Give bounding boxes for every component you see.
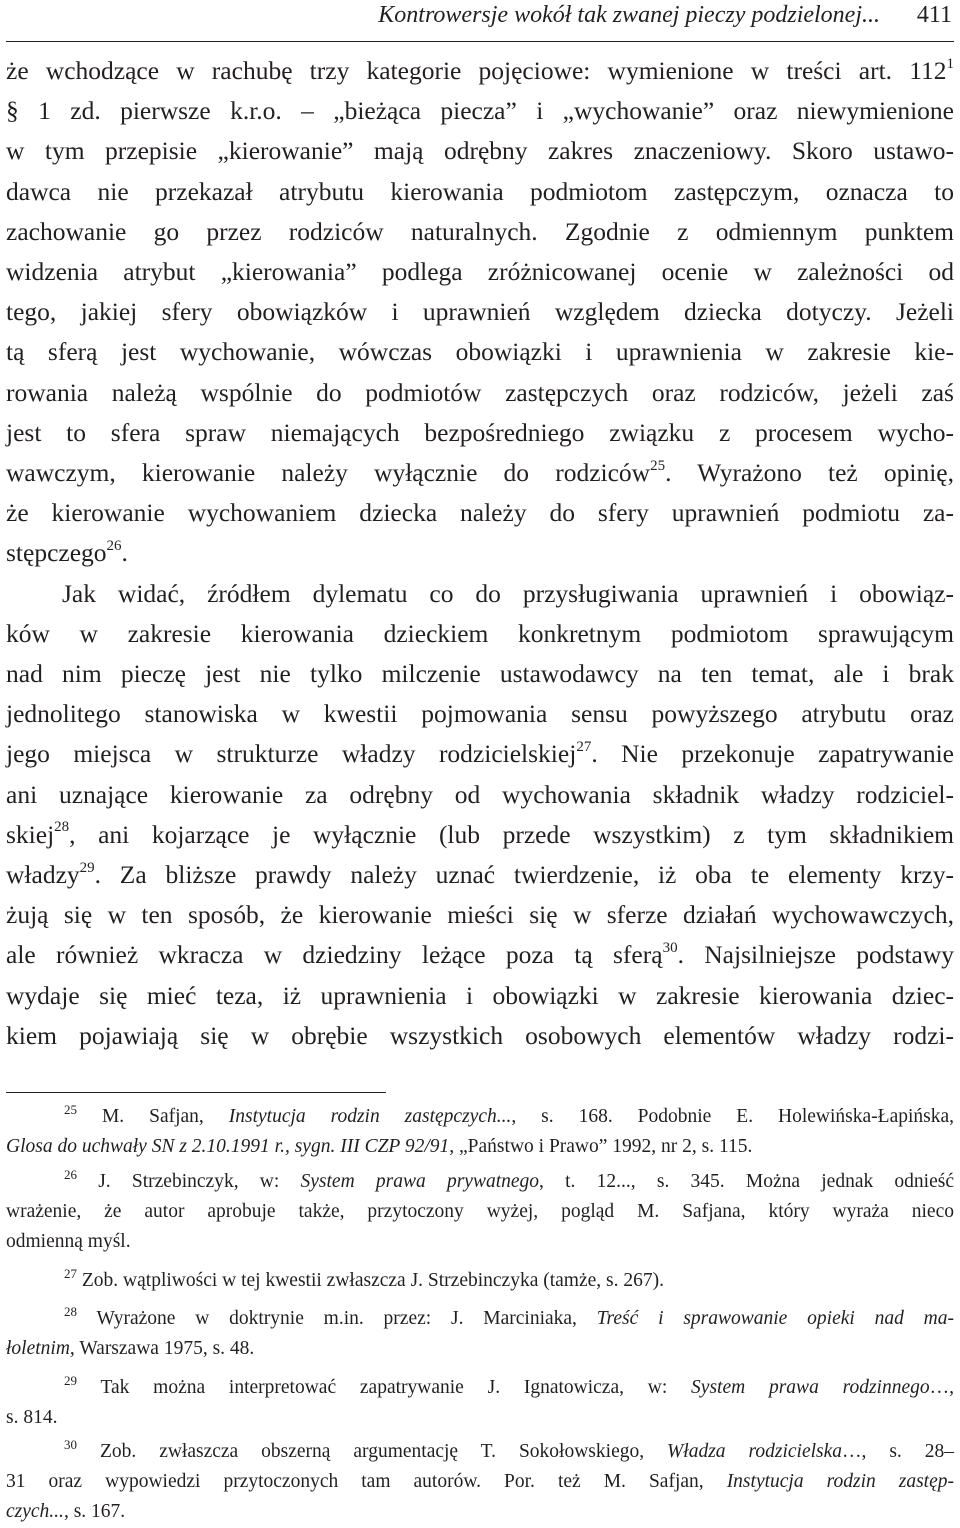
footnote-text: , Warszawa 1975, s. 48. [69, 1338, 255, 1359]
body-line-text: kiem pojawiają się w obrębie wszystkich osobowych elementów władzy rodzi- [6, 1020, 954, 1050]
body-line [6, 977, 954, 1015]
footnote-line [6, 1167, 954, 1197]
footnote-title: łoletnim [6, 1338, 70, 1359]
body-line [6, 454, 954, 492]
footnote-title: Instytucja rodzin zastęp- [726, 1471, 955, 1492]
footnote-text: , t. 12..., s. 345. Można jednak odnieść [539, 1171, 955, 1192]
body-line-text: Jak widać, źródłem dylematu co do przysługiwania uprawnień i obowiąz- [62, 578, 954, 608]
body-line-text: ani uznające kierowanie za odrębny od wychowania składnik władzy rodziciel- [6, 779, 954, 809]
footnote-title: Władza rodzicielska [667, 1441, 843, 1462]
body-line [6, 494, 954, 532]
body-line [6, 575, 954, 613]
body-line-text: skiej [6, 819, 55, 849]
body-line-text: . Nie przekonuje zapatrywanie [591, 739, 954, 769]
footnote-text: M. Safjan, [101, 1106, 229, 1127]
footnote-ref[interactable]: 28 [54, 819, 70, 836]
footnote-ref[interactable]: 29 [79, 859, 95, 876]
body-line-text: tego, jakiej sfery obowiązków i uprawnień względem dziecka dotyczy. Jeżeli [6, 297, 954, 327]
body-line [6, 293, 954, 331]
footnote-text: Tak można interpretować zapatrywanie J. Ignatowicza, w: [100, 1377, 692, 1398]
footnote-line [6, 1403, 954, 1433]
footnote-number: 27 [64, 1265, 77, 1281]
header-rule [6, 41, 954, 42]
body-line-text: zachowanie go przez rodziców naturalnych. Zgodnie z odmiennym punktem [6, 216, 954, 246]
footnote-title: czych... [6, 1501, 64, 1522]
footnote-text: wrażenie, że autor aprobuje także, przytoczony wyżej, pogląd M. Safjana, który wyraża nieco [6, 1201, 954, 1222]
body-line [6, 213, 954, 251]
footnote-line [6, 1373, 954, 1403]
running-title: Kontrowersje wokół tak zwanej pieczy podzielonej... [378, 2, 880, 28]
body-line-text: widzenia atrybut „kierowania” podlega zróżnicowanej ocenie w zależności od [6, 257, 954, 286]
body-line [6, 534, 954, 572]
footnote-text: , s. 168. Podobnie E. Holewińska-Łapińska, [511, 1106, 955, 1127]
body-line-text: jego miejsca w strukturze władzy rodzicielskiej [6, 739, 577, 769]
footnote-number: 29 [64, 1372, 77, 1388]
body-line-text: stępczego [6, 538, 107, 568]
footnote-ref[interactable]: 26 [106, 537, 122, 554]
body-line-text: , ani kojarzące je wyłącznie (lub przede wszystkim) z tym składnikiem [69, 819, 954, 849]
footnote-line [6, 1266, 954, 1296]
footnote-text: Zob. wątpliwości w tej kwestii zwłaszcza J. Strzebinczyka (tamże, s. 267). [81, 1270, 664, 1291]
footnote-text: J. Strzebinczyk, w: [98, 1171, 301, 1192]
body-line-text: § 1 zd. pierwsze k.r.o. – „bieżąca piecza” i „wychowanie” oraz niewymienione [6, 96, 954, 126]
footnote-ref[interactable]: 27 [576, 738, 592, 755]
body-line [6, 414, 954, 452]
body-line-text: . [121, 538, 128, 568]
body-line-text: władzy [6, 860, 80, 889]
footnote-line [6, 1497, 954, 1527]
body-line [6, 132, 954, 170]
footnote-line [6, 1227, 954, 1257]
footnote-text: …, [929, 1377, 954, 1398]
footnote-line [6, 1197, 954, 1227]
body-line-text: . Za bliższe prawdy należy uznać twierdzenie, iż oba te elementy krzy- [94, 860, 954, 889]
body-line-text: że kierowanie wychowaniem dziecka należy do sfery uprawnień podmiotu za- [6, 498, 954, 528]
body-line [6, 615, 954, 653]
body-line [6, 1017, 954, 1055]
footnote-text: , „Państwo i Prawo” 1992, nr 2, s. 115. [449, 1136, 753, 1157]
body-line [6, 374, 954, 412]
footnote-line [6, 1334, 954, 1364]
footnote-text: 31 oraz wypowiedzi przytoczonych tam autorów. Por. też M. Safjan, [6, 1471, 727, 1492]
body-line [6, 776, 954, 814]
body-line [6, 173, 954, 211]
body-line [6, 896, 954, 934]
footnote-title: System prawa prywatnego [300, 1171, 540, 1192]
body-line-text: . Wyrażono też opinię, [665, 458, 954, 487]
body-line-text: ale również wkracza w dziedziny leżące poza tą sferą [6, 940, 663, 970]
body-line [6, 92, 954, 130]
body-line-text: tą sferą jest wychowanie, wówczas obowiązki i uprawnienia w zakresie kie- [6, 337, 954, 367]
footnote-separator [6, 1092, 386, 1093]
footnote-text: Wyrażone w doktrynie m.in. przez: J. Marciniaka, [96, 1308, 597, 1329]
footnote-text: Zob. zwłaszcza obszerną argumentację T. Sokołowskiego, [99, 1441, 668, 1462]
footnote-text: …, s. 28– [842, 1441, 955, 1462]
footnote-text: , s. 167. [63, 1501, 126, 1522]
footnote-text: odmienną myśl. [6, 1231, 131, 1252]
page-header [0, 0, 960, 40]
footnote-line [6, 1304, 954, 1334]
body-line-text: ków w zakresie kierowania dzieckiem konkretnym podmiotom sprawującym [6, 618, 954, 648]
body-line-text: rowania należą wspólnie do podmiotów zastępczych oraz rodziców, jeżeli zaś [6, 377, 954, 407]
body-line [6, 936, 954, 974]
footnote-line [6, 1102, 954, 1132]
body-line-text: dawca nie przekazał atrybutu kierowania podmiotom zastępczym, oznacza to [6, 176, 954, 206]
footnote-title: Glosa do uchwały SN z 2.10.1991 r., sygn. III CZP 92/91 [6, 1136, 450, 1157]
body-line [6, 735, 954, 773]
body-line-text: żują się w ten sposób, że kierowanie mieści się w sferze działań wychowawczych, [6, 900, 954, 930]
body-line [6, 856, 954, 894]
body-line-text: wawczym, kierowanie należy wyłącznie do rodziców [6, 458, 651, 487]
footnote-line [6, 1467, 954, 1497]
footnote-title: Treść i sprawowanie opieki nad ma- [596, 1308, 954, 1329]
body-line [6, 333, 954, 371]
body-line [6, 816, 954, 854]
page-number: 411 [916, 2, 952, 28]
body-line [6, 695, 954, 733]
body-line-text: jest to sfera spraw niemających bezpośredniego związku z procesem wycho- [6, 417, 954, 447]
body-line [6, 655, 954, 693]
footnote-text: s. 814. [6, 1407, 58, 1428]
footnote-number: 25 [64, 1101, 77, 1117]
body-line-text: jednolitego stanowiska w kwestii pojmowania sensu powyższego atrybutu oraz [6, 699, 954, 729]
body-line-text: wydaje się mieć teza, iż uprawnienia i obowiązki w zakresie kierowania dziec- [6, 980, 954, 1010]
footnote-number: 26 [64, 1166, 77, 1182]
footnote-ref[interactable]: 1 [946, 55, 954, 72]
footnote-number: 30 [64, 1436, 77, 1452]
footnote-line [6, 1437, 954, 1467]
body-line-text: w tym przepisie „kierowanie” mają odrębny zakres znaczeniowy. Skoro ustawo- [6, 136, 954, 166]
body-line [6, 52, 954, 90]
body-line [6, 253, 954, 291]
body-line-text: że wchodzące w rachubę trzy kategorie pojęciowe: wymienione w treści art. 112 [6, 56, 947, 85]
footnote-ref[interactable]: 30 [662, 939, 678, 956]
footnote-line [6, 1132, 954, 1162]
body-line-text: . Najsilniejsze podstawy [677, 940, 955, 970]
footnote-ref[interactable]: 25 [650, 457, 666, 474]
footnote-number: 28 [64, 1303, 77, 1319]
body-line-text: nad nim pieczę jest nie tylko milczenie ustawodawcy na ten temat, ale i brak [6, 659, 954, 688]
footnote-title: Instytucja rodzin zastępczych... [228, 1106, 512, 1127]
footnote-title: System prawa rodzinnego [691, 1377, 930, 1398]
